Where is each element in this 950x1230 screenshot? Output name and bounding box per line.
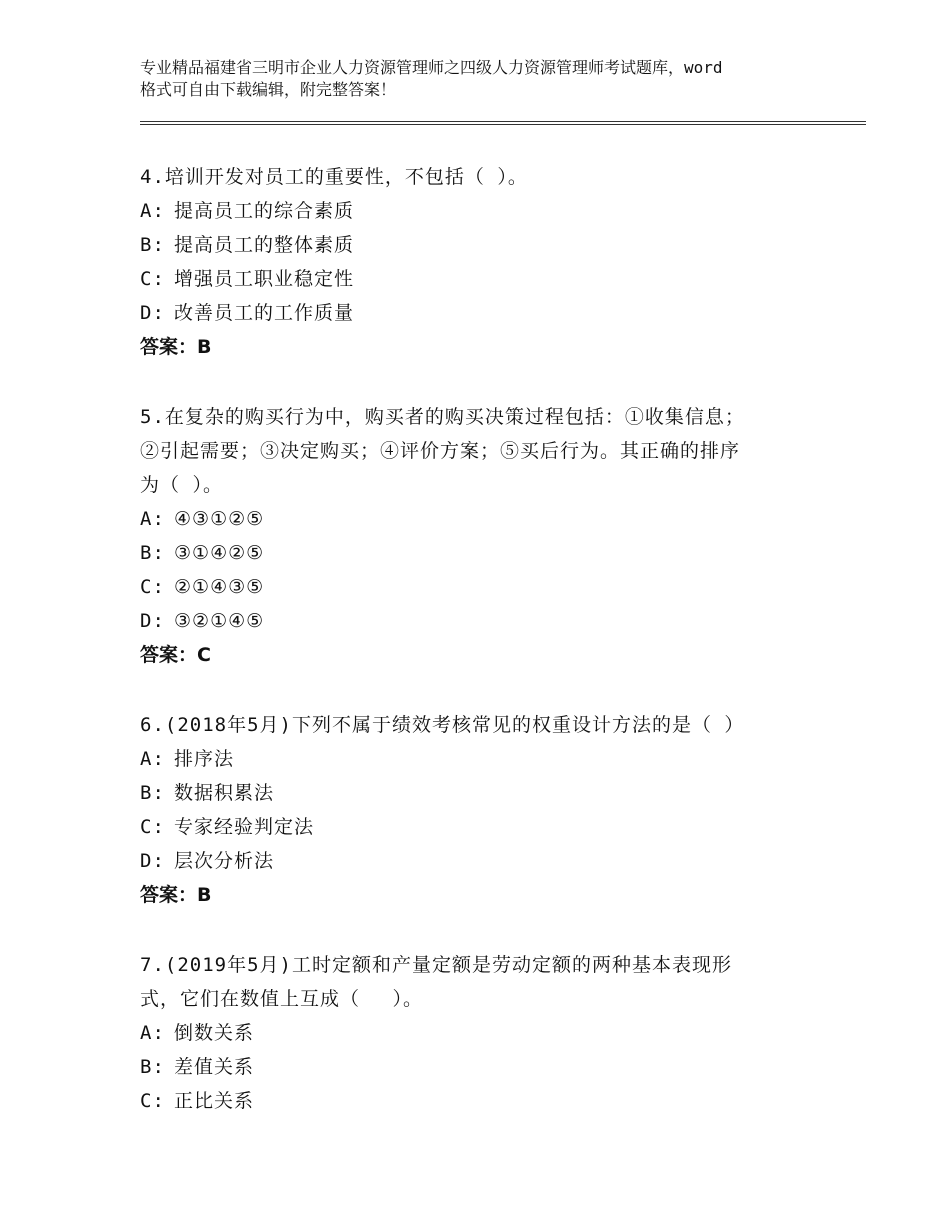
question-block (140, 160, 840, 364)
option-text: 排序法 (174, 748, 235, 770)
header-rule-top (140, 121, 866, 122)
option-text: 倒数关系 (174, 1022, 255, 1044)
option-text: ④③①②⑤ (174, 508, 265, 530)
document-header (140, 57, 840, 101)
option-letter: C: (140, 1090, 165, 1112)
question-list (140, 160, 840, 1154)
option-text: ③②①④⑤ (174, 610, 265, 632)
answer-key: 答案：B (140, 884, 212, 906)
option-letter: D: (140, 302, 165, 324)
question-block (140, 708, 840, 912)
header-line-1: 专业精品福建省三明市企业人力资源管理师之四级人力资源管理师考试题库，word (140, 58, 723, 77)
option-letter: A: (140, 200, 165, 222)
header-rule-bottom (140, 124, 866, 125)
answer-option (140, 1016, 840, 1050)
answer-option (140, 296, 840, 330)
option-letter: A: (140, 1022, 165, 1044)
answer-option (140, 1084, 840, 1118)
question-text: 式，它们在数值上互成（ ）。 (140, 988, 423, 1010)
option-text: 数据积累法 (174, 782, 275, 804)
answer-option (140, 228, 840, 262)
option-letter: C: (140, 816, 165, 838)
question-text: 4.培训开发对员工的重要性，不包括（ ）。 (140, 166, 528, 188)
option-text: 层次分析法 (174, 850, 275, 872)
option-text: 专家经验判定法 (174, 816, 315, 838)
header-line-2: 格式可自由下载编辑，附完整答案！ (140, 80, 397, 99)
question-block (140, 948, 840, 1118)
answer-option (140, 536, 840, 570)
option-text: 增强员工职业稳定性 (174, 268, 355, 290)
option-text: 提高员工的综合素质 (174, 200, 355, 222)
option-letter: A: (140, 508, 165, 530)
option-letter: A: (140, 748, 165, 770)
option-letter: D: (140, 610, 165, 632)
answer-option (140, 844, 840, 878)
answer-option (140, 1050, 840, 1084)
answer-option (140, 502, 840, 536)
option-letter: B: (140, 542, 165, 564)
option-letter: C: (140, 576, 165, 598)
answer-option (140, 570, 840, 604)
answer-option (140, 742, 840, 776)
question-text: 为（ ）。 (140, 474, 223, 496)
question-text: 5.在复杂的购买行为中，购买者的购买决策过程包括：①收集信息； (140, 406, 745, 428)
answer-option (140, 810, 840, 844)
option-text: 改善员工的工作质量 (174, 302, 355, 324)
option-letter: B: (140, 782, 165, 804)
answer-key: 答案：C (140, 644, 211, 666)
question-text: ②引起需要；③决定购买；④评价方案；⑤买后行为。其正确的排序 (140, 440, 741, 462)
answer-option (140, 604, 840, 638)
option-letter: D: (140, 850, 165, 872)
option-text: 差值关系 (174, 1056, 255, 1078)
question-text: 7.(2019年5月)工时定额和产量定额是劳动定额的两种基本表现形 (140, 954, 732, 976)
option-text: 正比关系 (174, 1090, 255, 1112)
answer-key: 答案：B (140, 336, 212, 358)
question-block (140, 400, 840, 672)
answer-option (140, 194, 840, 228)
option-letter: C: (140, 268, 165, 290)
answer-option (140, 776, 840, 810)
answer-option (140, 262, 840, 296)
question-text: 6.(2018年5月)下列不属于绩效考核常见的权重设计方法的是（ ） (140, 714, 745, 736)
option-text: ③①④②⑤ (174, 542, 265, 564)
option-letter: B: (140, 1056, 165, 1078)
option-text: 提高员工的整体素质 (174, 234, 355, 256)
option-text: ②①④③⑤ (174, 576, 265, 598)
option-letter: B: (140, 234, 165, 256)
